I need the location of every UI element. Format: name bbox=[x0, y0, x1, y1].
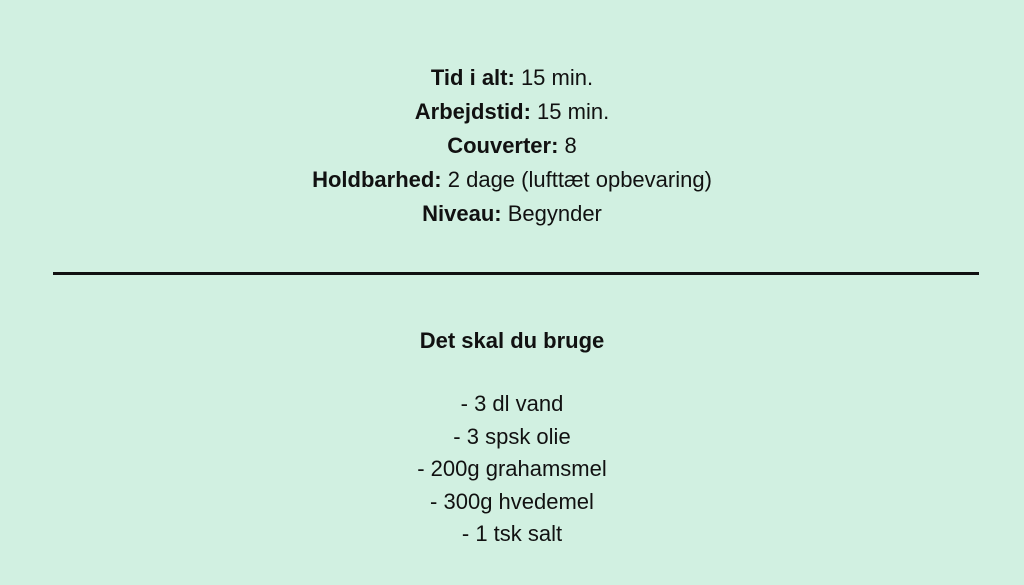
info-label: Niveau: bbox=[422, 201, 502, 226]
info-label: Holdbarhed: bbox=[312, 167, 442, 192]
info-label: Couverter: bbox=[447, 133, 559, 158]
ingredient-item: - 3 dl vand bbox=[460, 391, 564, 416]
ingredient-list bbox=[0, 388, 1024, 551]
info-servings bbox=[0, 129, 1024, 163]
info-value: 15 min. bbox=[530, 99, 610, 124]
info-label: Arbejdstid: bbox=[414, 99, 531, 124]
section-divider bbox=[53, 272, 979, 275]
ingredient-item: - 1 tsk salt bbox=[461, 521, 563, 546]
ingredient-item: - 3 spsk olie bbox=[453, 423, 571, 449]
info-label: Tid i alt: bbox=[430, 65, 515, 90]
info-work-time bbox=[0, 95, 1024, 129]
recipe-info bbox=[0, 61, 1024, 231]
info-value: Begynder bbox=[501, 201, 602, 226]
info-shelf-life bbox=[0, 163, 1024, 197]
info-value: 15 min. bbox=[514, 65, 594, 90]
ingredients-heading: Det skal du bruge bbox=[419, 328, 605, 353]
info-value: 2 dage (lufttæt opbevaring) bbox=[441, 167, 712, 192]
info-total-time bbox=[0, 61, 1024, 95]
ingredient-item: - 200g grahamsmel bbox=[417, 456, 607, 481]
info-level bbox=[0, 197, 1024, 231]
ingredient-item: - 300g hvedemel bbox=[430, 488, 594, 514]
info-value: 8 bbox=[558, 133, 577, 158]
